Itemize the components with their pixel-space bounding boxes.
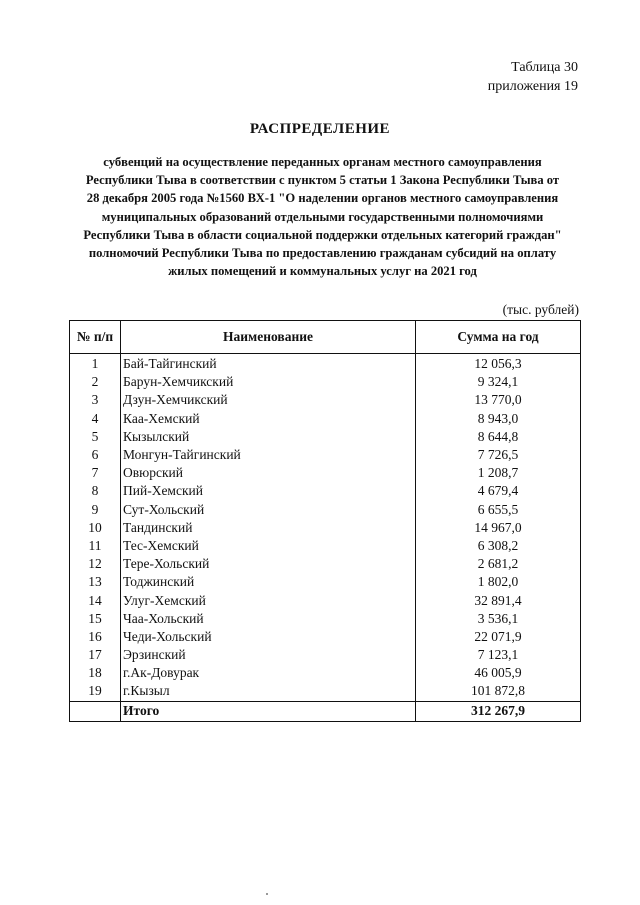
table-row [70,628,581,646]
row-number: 2 [70,373,121,391]
table-row [70,664,581,682]
document-title: РАСПРЕДЕЛЕНИЕ [249,121,391,137]
header-number: № п/п [70,321,121,354]
row-number: 9 [70,501,121,519]
annual-sum: 9 324,1 [416,373,581,391]
total-row [70,701,581,721]
annual-sum: 6 655,5 [416,501,581,519]
table-row [70,646,581,664]
district-name: Кызылский [121,428,416,446]
row-number: 18 [70,664,121,682]
district-name: Сут-Хольский [121,501,416,519]
row-number: 5 [70,428,121,446]
table-row [70,391,581,409]
table-row [70,501,581,519]
row-number: 11 [70,537,121,555]
table-number: Таблица 30 [511,60,578,75]
district-name: Барун-Хемчикский [121,373,416,391]
district-name: Чеди-Хольский [121,628,416,646]
annual-sum: 1 208,7 [416,464,581,482]
district-name: г.Ак-Довурак [121,664,416,682]
subtitle-line: муниципальных образований отдельными государственными полномочиями [101,209,544,224]
table-body [70,354,581,722]
annual-sum: 8 943,0 [416,410,581,428]
annual-sum: 13 770,0 [416,391,581,409]
row-number: 8 [70,482,121,500]
header-sum: Сумма на год [416,321,581,354]
row-number: 17 [70,646,121,664]
subtitle-line: Республики Тыва в области социальной поддержки отдельных категорий граждан" [83,227,562,242]
annual-sum: 3 536,1 [416,610,581,628]
distribution-table [69,320,581,722]
table-row [70,373,581,391]
subtitle-line: жилых помещений и коммунальных услуг на 2021 год [168,264,477,279]
subtitle-line: Республики Тыва в соответствии с пунктом 5 статьи 1 Закона Республики Тыва от [85,173,560,188]
district-name: Тере-Хольский [121,555,416,573]
table-row [70,573,581,591]
row-number: 16 [70,628,121,646]
row-number: 19 [70,682,121,701]
annual-sum: 7 726,5 [416,446,581,464]
district-name: Чаа-Хольский [121,610,416,628]
row-number: 1 [70,354,121,374]
table-row [70,446,581,464]
annual-sum: 7 123,1 [416,646,581,664]
annual-sum: 6 308,2 [416,537,581,555]
row-number: 3 [70,391,121,409]
table-header-row [70,321,581,354]
row-number: 4 [70,410,121,428]
annual-sum: 12 056,3 [416,354,581,374]
table-row [70,537,581,555]
annual-sum: 32 891,4 [416,591,581,609]
annual-sum: 14 967,0 [416,519,581,537]
table-row [70,410,581,428]
district-name: Тандинский [121,519,416,537]
district-name: Дзун-Хемчикский [121,391,416,409]
annual-sum: 46 005,9 [416,664,581,682]
row-number: 10 [70,519,121,537]
total-value: 312 267,9 [416,701,581,721]
district-name: Улуг-Хемский [121,591,416,609]
table-row [70,610,581,628]
row-number: 14 [70,591,121,609]
annual-sum: 22 071,9 [416,628,581,646]
district-name: Эрзинский [121,646,416,664]
table-row [70,591,581,609]
row-number: 12 [70,555,121,573]
district-name: Пий-Хемский [121,482,416,500]
annual-sum: 4 679,4 [416,482,581,500]
scan-speck [266,893,268,895]
table-row [70,464,581,482]
subtitle-line: 28 декабря 2005 года №1560 ВХ-1 "О наделении органов местного самоуправления [86,191,559,206]
header-name: Наименование [121,321,416,354]
table-row [70,354,581,374]
district-name: Бай-Тайгинский [121,354,416,374]
table-row [70,555,581,573]
district-name: Монгун-Тайгинский [121,446,416,464]
total-label: Итого [121,701,416,721]
district-name: Тес-Хемский [121,537,416,555]
appendix-number: приложения 19 [487,79,578,94]
annual-sum: 2 681,2 [416,555,581,573]
row-number: 6 [70,446,121,464]
annual-sum: 8 644,8 [416,428,581,446]
table-row [70,482,581,500]
row-number: 15 [70,610,121,628]
row-number: 7 [70,464,121,482]
subtitle-line: полномочий Республики Тыва по предоставлению гражданам субсидий на оплату [88,246,557,261]
table-row [70,519,581,537]
district-name: Тоджинский [121,573,416,591]
district-name: Овюрский [121,464,416,482]
total-number-cell [70,701,121,721]
units-label: (тыс. рублей) [502,302,579,317]
document-subtitle [60,153,585,280]
row-number: 13 [70,573,121,591]
table-row [70,682,581,701]
district-name: г.Кызыл [121,682,416,701]
district-name: Каа-Хемский [121,410,416,428]
subtitle-line: субвенций на осуществление переданных органам местного самоуправления [103,155,542,169]
table-reference [488,58,578,96]
annual-sum: 1 802,0 [416,573,581,591]
annual-sum: 101 872,8 [416,682,581,701]
table-row [70,428,581,446]
